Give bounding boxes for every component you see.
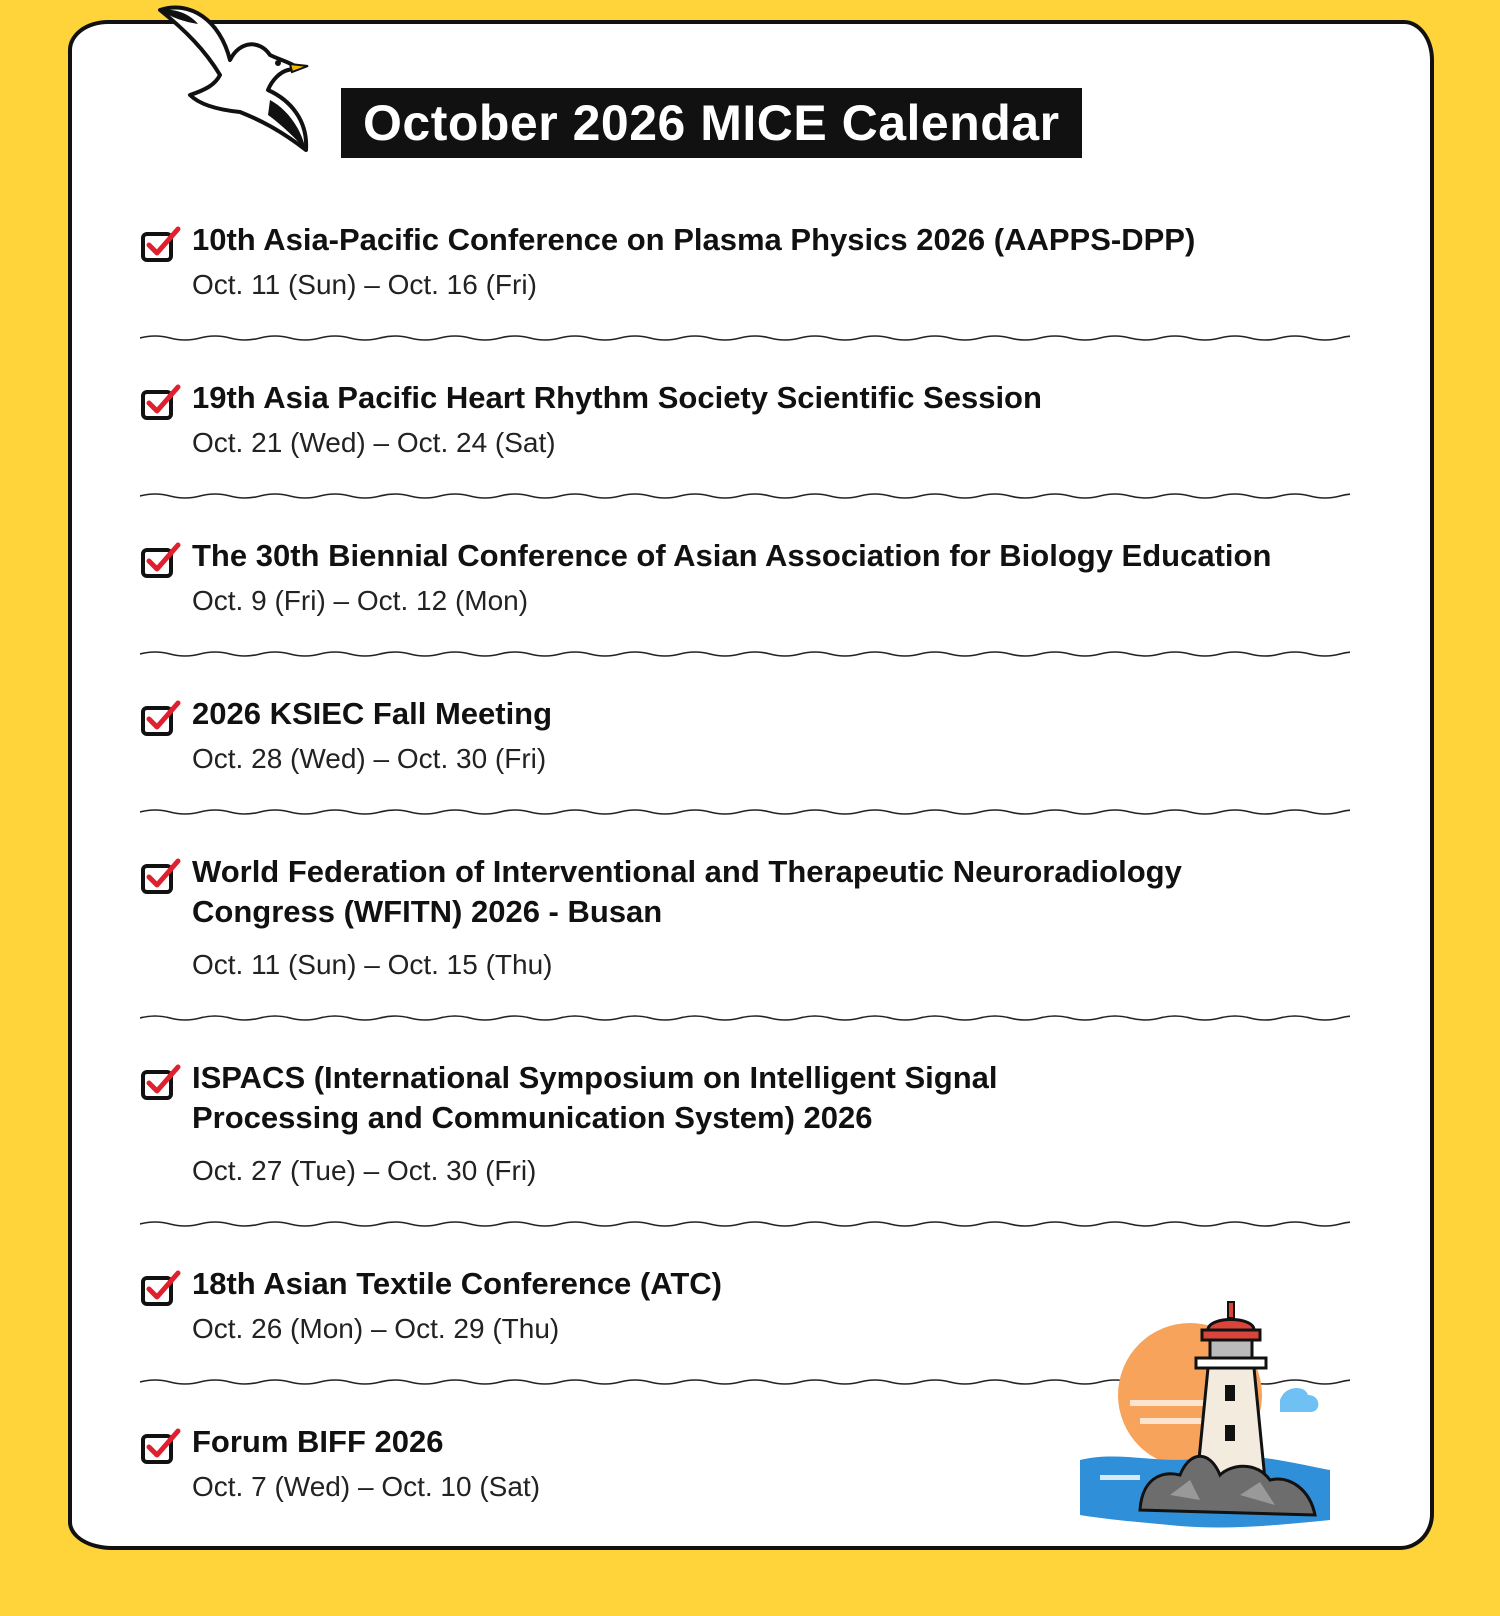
- lighthouse-icon: [1080, 1300, 1360, 1580]
- event-item: [140, 852, 1350, 984]
- event-dates: Oct. 9 (Fri) – Oct. 12 (Mon): [192, 585, 529, 616]
- event-title: [192, 536, 1350, 576]
- event-title: [192, 1264, 1350, 1304]
- checkbox-checked-icon: [140, 226, 182, 264]
- checkbox-checked-icon: [140, 1064, 182, 1102]
- event-title-line: ISPACS (International Symposium on Intelligent Signal: [192, 1060, 998, 1095]
- event-dates: Oct. 28 (Wed) – Oct. 30 (Fri): [192, 743, 547, 774]
- event-title-line: The 30th Biennial Conference of Asian Association for Biology Education: [192, 538, 1272, 573]
- checkbox-checked-icon: [140, 1270, 182, 1308]
- event-dates: Oct. 26 (Mon) – Oct. 29 (Thu): [192, 1313, 560, 1344]
- event-dates: Oct. 11 (Sun) – Oct. 15 (Thu): [192, 949, 553, 980]
- event-title: [192, 220, 1350, 260]
- event-title-line: 19th Asia Pacific Heart Rhythm Society Scientific Session: [192, 380, 1042, 415]
- checkbox-checked-icon: [140, 700, 182, 738]
- divider-line: [140, 806, 1350, 818]
- event-title-line: Processing and Communication System) 2026: [192, 1100, 873, 1135]
- event-item: [140, 694, 1350, 778]
- event-title-line: 18th Asian Textile Conference (ATC): [192, 1266, 722, 1301]
- event-dates: Oct. 27 (Tue) – Oct. 30 (Fri): [192, 1155, 537, 1186]
- seagull-icon: [150, 0, 320, 160]
- event-title-line: 10th Asia-Pacific Conference on Plasma Physics 2026 (AAPPS-DPP): [192, 222, 1196, 257]
- event-dates: Oct. 11 (Sun) – Oct. 16 (Fri): [192, 269, 537, 300]
- checkbox-checked-icon: [140, 542, 182, 580]
- event-item: [140, 378, 1350, 462]
- event-title: [192, 852, 1350, 932]
- event-title-line: World Federation of Interventional and Therapeutic Neuroradiology: [192, 854, 1182, 889]
- divider-line: [140, 490, 1350, 502]
- event-title-line: 2026 KSIEC Fall Meeting: [192, 696, 553, 731]
- page-title: October 2026 MICE Calendar: [363, 95, 1060, 151]
- checkbox-checked-icon: [140, 1428, 182, 1466]
- divider-line: [140, 648, 1350, 660]
- event-dates: Oct. 7 (Wed) – Oct. 10 (Sat): [192, 1471, 541, 1502]
- event-title: [192, 378, 1350, 418]
- event-item: [140, 220, 1350, 304]
- event-title-line: Forum BIFF 2026: [192, 1424, 444, 1459]
- event-title: [192, 694, 1350, 734]
- divider-line: [140, 1218, 1350, 1230]
- event-item: [140, 536, 1350, 620]
- event-title: [192, 1058, 1350, 1138]
- title-banner: [341, 88, 1082, 158]
- event-title-line: Congress (WFITN) 2026 - Busan: [192, 894, 663, 929]
- checkbox-checked-icon: [140, 384, 182, 422]
- event-dates: Oct. 21 (Wed) – Oct. 24 (Sat): [192, 427, 556, 458]
- divider-line: [140, 332, 1350, 344]
- divider-line: [140, 1012, 1350, 1024]
- checkbox-checked-icon: [140, 858, 182, 896]
- event-item: [140, 1058, 1350, 1190]
